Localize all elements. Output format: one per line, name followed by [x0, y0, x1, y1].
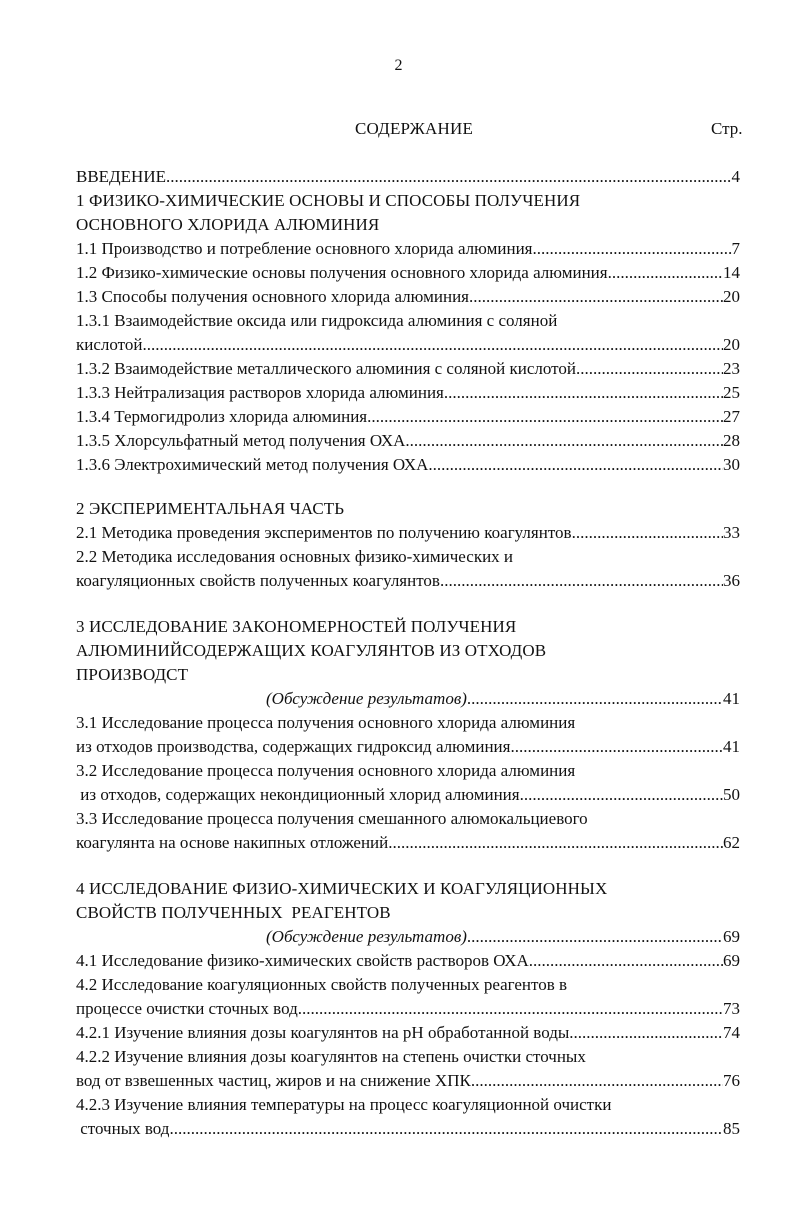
leader-dots — [298, 997, 723, 1021]
toc-entry-text: коагуляционных свойств полученных коагулянтов — [76, 571, 440, 590]
toc-entry-chapter-3[interactable] — [76, 687, 740, 711]
toc-page-number: 41 — [723, 737, 740, 756]
chapter-3-title: 3 ИССЛЕДОВАНИЕ ЗАКОНОМЕРНОСТЕЙ ПОЛУЧЕНИЯ — [76, 617, 517, 636]
toc-entry-3-2-line1: 3.2 Исследование процесса получения основного хлорида алюминия — [76, 761, 576, 780]
toc-page-number: 33 — [723, 523, 740, 542]
toc-page-number: 74 — [723, 1023, 740, 1042]
toc-page-number: 23 — [723, 359, 740, 378]
toc-entry-text: 1.3.4 Термогидролиз хлорида алюминия — [76, 407, 368, 426]
toc-page-number: 62 — [723, 833, 740, 852]
toc-entry-text: сточных вод — [76, 1119, 170, 1138]
chapter-1-title: 1 ФИЗИКО-ХИМИЧЕСКИЕ ОСНОВЫ И СПОСОБЫ ПОЛУЧЕНИЯ — [76, 191, 581, 210]
chapter-4-title-cont: СВОЙСТВ ПОЛУЧЕННЫХ РЕАГЕНТОВ — [76, 903, 391, 922]
chapter-2-title: 2 ЭКСПЕРИМЕНТАЛЬНАЯ ЧАСТЬ — [76, 499, 345, 518]
toc-page-number: 41 — [723, 689, 740, 708]
toc-page-number: 69 — [723, 927, 740, 946]
leader-dots — [569, 1021, 723, 1045]
toc-page-number: 27 — [723, 407, 740, 426]
toc-entry-text: из отходов производства, содержащих гидроксид алюминия — [76, 737, 511, 756]
toc-entry-3-3-line1: 3.3 Исследование процесса получения смешанного алюмокальциевого — [76, 809, 588, 828]
leader-dots — [467, 925, 723, 949]
toc-entry-intro[interactable] — [76, 165, 740, 189]
toc-entry-2-2[interactable] — [76, 569, 740, 593]
leader-dots — [469, 285, 723, 309]
toc-page-number: 28 — [723, 431, 740, 450]
table-of-contents — [76, 165, 740, 1141]
toc-entry-4-1[interactable] — [76, 949, 740, 973]
toc-page-number: 25 — [723, 383, 740, 402]
chapter-4-title: 4 ИССЛЕДОВАНИЕ ФИЗИО-ХИМИЧЕСКИХ И КОАГУЛЯЦИОННЫХ — [76, 879, 608, 898]
toc-entry-2-1[interactable] — [76, 521, 740, 545]
toc-page-number: 36 — [723, 571, 740, 590]
toc-page-number: 20 — [723, 335, 740, 354]
toc-entry-text: 1.3.3 Нейтрализация растворов хлорида алюминия — [76, 383, 444, 402]
page-title: СОДЕРЖАНИЕ — [355, 119, 474, 138]
chapter-3-title-cont: АЛЮМИНИЙСОДЕРЖАЩИХ КОАГУЛЯНТОВ ИЗ ОТХОДОВ — [76, 641, 547, 660]
toc-entry-3-1[interactable] — [76, 735, 740, 759]
toc-entry-text: 1.3.5 Хлорсульфатный метод получения ОХА — [76, 431, 406, 450]
toc-page-number: 73 — [723, 999, 740, 1018]
toc-entry-4-2-2[interactable] — [76, 1069, 740, 1093]
leader-dots — [510, 735, 723, 759]
toc-entry-1-3-1-line1: 1.3.1 Взаимодействие оксида или гидроксида алюминия с соляной — [76, 311, 558, 330]
leader-dots — [572, 521, 723, 545]
toc-entry-3-3[interactable] — [76, 831, 740, 855]
toc-entry-3-1-line1: 3.1 Исследование процесса получения основного хлорида алюминия — [76, 713, 576, 732]
toc-page-number: 14 — [723, 263, 740, 282]
toc-entry-4-2-1[interactable] — [76, 1021, 740, 1045]
toc-entry-1-2[interactable] — [76, 261, 740, 285]
leader-dots — [467, 687, 723, 711]
spacer — [76, 593, 740, 615]
chapter-4-subtitle: (Обсуждение результатов) — [266, 927, 467, 946]
toc-entry-text — [266, 925, 467, 949]
toc-entry-text: 1.3 Способы получения основного хлорида алюминия — [76, 287, 469, 306]
toc-entry-text: процессе очистки сточных вод — [76, 999, 298, 1018]
toc-entry-text: 4.2.1 Изучение влияния дозы коагулянтов на рН обработанной воды — [76, 1023, 570, 1042]
toc-entry-1-3-4[interactable] — [76, 405, 740, 429]
leader-dots — [576, 357, 723, 381]
toc-entry-1-3-3[interactable] — [76, 381, 740, 405]
toc-entry-text: кислотой — [76, 335, 143, 354]
toc-entry-text: 1.2 Физико-химические основы получения основного хлорида алюминия — [76, 263, 608, 282]
leader-dots — [388, 831, 723, 855]
toc-entry-text: из отходов, содержащих некондиционный хлорид алюминия — [76, 785, 520, 804]
toc-page-number: 30 — [723, 455, 740, 474]
toc-page-number: 50 — [723, 785, 740, 804]
toc-entry-1-1[interactable] — [76, 237, 740, 261]
toc-entry-text: ВВЕДЕНИЕ — [76, 167, 166, 186]
leader-dots — [166, 165, 732, 189]
toc-entry-1-3-5[interactable] — [76, 429, 740, 453]
toc-page-number: 85 — [723, 1119, 740, 1138]
toc-entry-3-2[interactable] — [76, 783, 740, 807]
toc-entry-text: коагулянта на основе накипных отложений — [76, 833, 389, 852]
spacer — [76, 477, 740, 497]
leader-dots — [142, 333, 723, 357]
toc-entry-1-3[interactable] — [76, 285, 740, 309]
toc-entry-1-3-2[interactable] — [76, 357, 740, 381]
chapter-3-subtitle: (Обсуждение результатов) — [266, 689, 467, 708]
leader-dots — [529, 949, 723, 973]
toc-entry-text: 1.3.2 Взаимодействие металлического алюминия с соляной кислотой — [76, 359, 576, 378]
leader-dots — [533, 237, 732, 261]
leader-dots — [405, 429, 723, 453]
toc-entry-1-3-6[interactable] — [76, 453, 740, 477]
heading-row — [0, 119, 797, 141]
toc-page-number: 7 — [731, 239, 740, 258]
leader-dots — [440, 569, 723, 593]
toc-entry-text: вод от взвешенных частиц, жиров и на снижение ХПК — [76, 1071, 471, 1090]
page-column-label: Стр. — [711, 119, 743, 138]
toc-entry-text: 1.1 Производство и потребление основного хлорида алюминия — [76, 239, 533, 258]
chapter-1-title-cont: ОСНОВНОГО ХЛОРИДА АЛЮМИНИЯ — [76, 215, 380, 234]
leader-dots — [608, 261, 723, 285]
toc-page-number: 20 — [723, 287, 740, 306]
toc-page-number: 69 — [723, 951, 740, 970]
toc-entry-text: 4.1 Исследование физико-химических свойств растворов ОХА — [76, 951, 529, 970]
toc-entry-2-2-line1: 2.2 Методика исследования основных физико-химических и — [76, 547, 514, 566]
leader-dots — [471, 1069, 723, 1093]
toc-page-number: 76 — [723, 1071, 740, 1090]
toc-entry-text: 1.3.6 Электрохимический метод получения ОХА — [76, 455, 429, 474]
toc-entry-1-3-1[interactable] — [76, 333, 740, 357]
page-number: 2 — [394, 57, 403, 74]
leader-dots — [444, 381, 723, 405]
leader-dots — [367, 405, 723, 429]
toc-page-number: 4 — [731, 167, 740, 186]
toc-entry-4-2[interactable] — [76, 997, 740, 1021]
leader-dots — [520, 783, 723, 807]
spacer — [76, 855, 740, 877]
toc-entry-4-2-2-line1: 4.2.2 Изучение влияния дозы коагулянтов на степень очистки сточных — [76, 1047, 586, 1066]
leader-dots — [169, 1117, 723, 1141]
toc-entry-4-2-3-line1: 4.2.3 Изучение влияния температуры на процесс коагуляционной очистки — [76, 1095, 612, 1114]
toc-entry-text — [266, 687, 467, 711]
chapter-3-title-cont2: ПРОИЗВОДСТ — [76, 665, 189, 684]
toc-entry-chapter-4[interactable] — [76, 925, 740, 949]
leader-dots — [428, 453, 723, 477]
toc-entry-4-2-3[interactable] — [76, 1117, 740, 1141]
toc-entry-4-2-line1: 4.2 Исследование коагуляционных свойств полученных реагентов в — [76, 975, 568, 994]
toc-entry-text: 2.1 Методика проведения экспериментов по получению коагулянтов — [76, 523, 572, 542]
